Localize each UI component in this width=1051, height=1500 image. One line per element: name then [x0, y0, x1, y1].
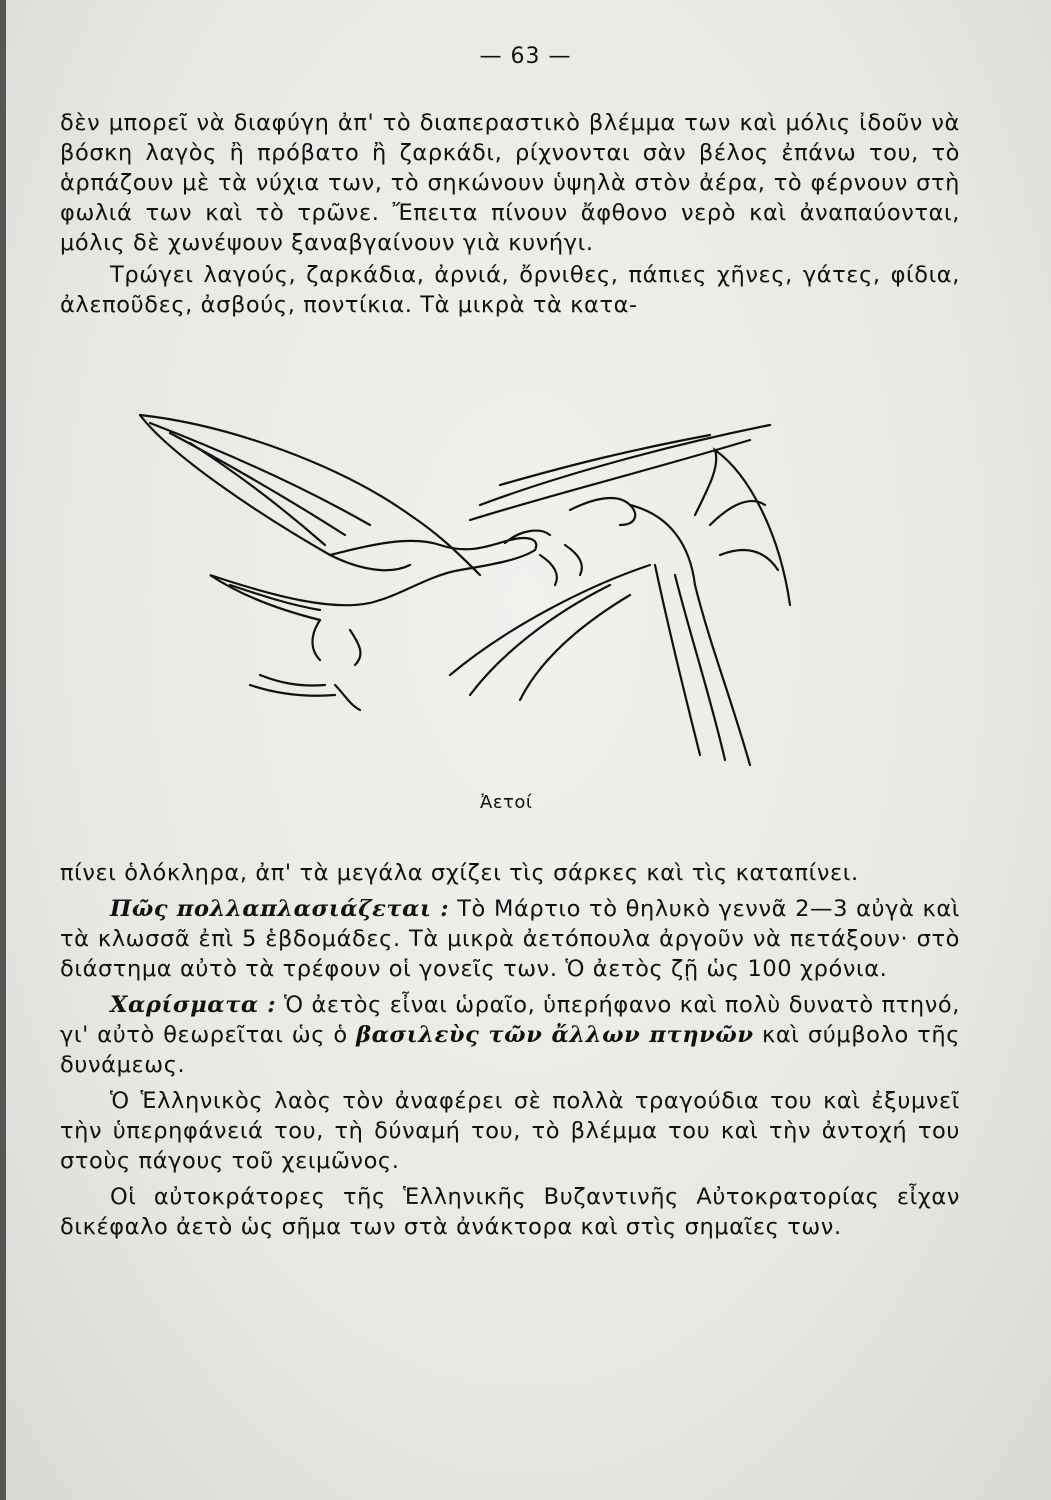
- feather: [350, 630, 360, 665]
- feather: [260, 675, 325, 686]
- eagles-illustration: [110, 395, 910, 785]
- left-eagle-lower-wing: [210, 575, 380, 620]
- paragraph-text: Οἱ αὐτοκράτορες τῆς Ἑλληνικῆς Βυζαντινῆς Αὐτοκρατορίας εἶχαν δικέφαλο ἀετὸ ὡς σῆμα των στὰ ἀνάκτορα καὶ στὶς σημαῖες των.: [60, 1184, 960, 1240]
- talons: [540, 555, 557, 585]
- paragraph-text: Ὁ Ἑλληνικὸς λαὸς τὸν ἀναφέρει σὲ πολλὰ τραγούδια του καὶ ἐξυμνεῖ τὴν ὑπερηφάνειά του, τὴ δύναμή του, τὸ βλέμμα του καὶ τὴν ἀντοχή του στοὺς πάγους τοῦ χειμῶνος.: [60, 1088, 960, 1174]
- paragraph-text: Τὸ Μάρτιο τὸ θηλυκὸ γεννᾶ 2—3 αὐγὰ καὶ τὰ κλωσσᾶ ἐπὶ 5 ἑβδομάδες. Τὰ μικρὰ ἀετόπουλα ἀργοῦν νὰ πετάξουν· στὸ διάστημα αὐτὸ τὰ τρέφουν οἱ γονεῖς των. Ὁ ἀετὸς ζῇ ὡς 100 χρόνια.: [60, 896, 961, 982]
- long-wing: [480, 425, 770, 505]
- top-text-block: [60, 108, 960, 320]
- page-number: — 63 —: [479, 44, 572, 69]
- paragraph-hunting: δὲν μπορεῖ νὰ διαφύγη ἀπ' τὸ διαπεραστικὸ βλέμμα των καὶ μόλις ἰδοῦν νὰ βόσκη λαγὸς ἢ πρόβατο ἢ ζαρκάδι, ρίχνονται σὰν βέλος ἐπάνω του, τὸ ἁρπάζουν μὲ τὰ νύχια των, τὸ σηκώνουν ὑψηλὰ στὸν ἀέρα, τὸ φέρνουν στὴ φωλιά των καὶ τὸ τρῶνε. Ἔπειτα πίνουν ἄφθονο νερὸ καὶ ἀναπαύονται, μόλις δὲ χωνέψουν ξαναβγαίνουν γιὰ κυνήγι.: [60, 110, 960, 256]
- section-heading-reproduction: Πῶς πολλαπλασιάζεται :: [110, 896, 450, 922]
- illustration-caption: Ἀετοί: [480, 792, 533, 813]
- page-binding-edge: [0, 0, 6, 1500]
- paragraph-folk-songs: [60, 1086, 960, 1176]
- bottom-text-block: [60, 858, 960, 1242]
- paragraph-diet: Τρώγει λαγούς, ζαρκάδια, ἀρνιά, ὄρνιθες, πάπιες χῆνες, γάτες, φίδια, ἀλεποῦδες, ἀσβούς, ποντίκια. Τὰ μικρὰ τὰ κατα-: [60, 262, 960, 318]
- emphasis-king-of-birds: βασιλεὺς τῶν ἄλλων πτηνῶν: [356, 1022, 754, 1048]
- right-eagle-head: [570, 498, 635, 525]
- paragraph-traits: [60, 990, 960, 1080]
- paragraph-byzantine: [60, 1182, 960, 1242]
- paragraph-text: Ὁ ἀετὸς εἶναι ὡραῖο, ὑπερήφανο καὶ πολὺ δυνατὸ πτηνό, γι' αὐτὸ θεωρεῖται ὡς ὁ: [60, 992, 961, 1048]
- section-heading-traits: Χαρίσματα :: [110, 992, 277, 1018]
- paragraph-continuation: [60, 858, 960, 888]
- paragraph-text: πίνει ὁλόκληρα, ἀπ' τὰ μεγάλα σχίζει τὶς σάρκες καὶ τὶς καταπίνει.: [60, 860, 859, 886]
- right-eagle-body: [630, 505, 695, 585]
- paragraph-text: καὶ σύμβολο τῆς δυνάμεως.: [60, 1022, 960, 1078]
- right-eagle-wing: [695, 450, 790, 605]
- left-eagle-body: [330, 538, 536, 600]
- paragraph-reproduction: [60, 894, 960, 984]
